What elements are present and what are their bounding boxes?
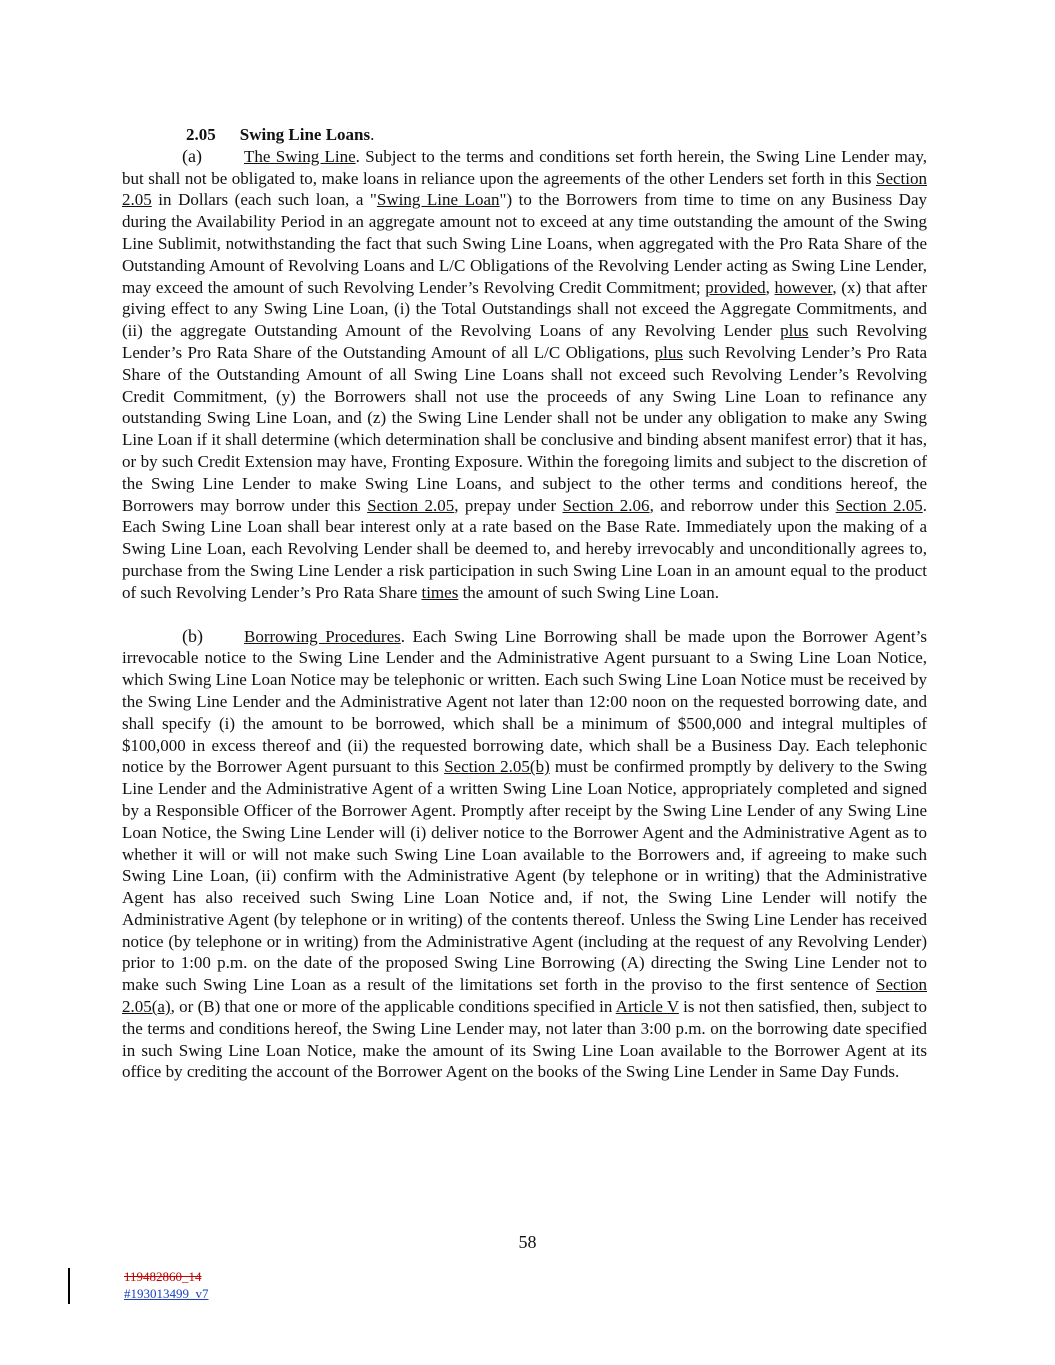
emphasis-term: times	[421, 582, 459, 602]
text-run: ") to the Borrowers from time to time on any Business Day during the Availability Period in an aggregate amount not to exceed at any time outstanding the amount of the Swing Line Sublimit, notwithstanding the fact that such Swing Line Loans, when aggregated with the Pro Rata Share of the Outstanding Amount of Revolving Loans and L/C Obligations of the Revolving Lender acting as Swing Line Lender, may exceed the amount of such Revolving Lender’s Revolving Credit Commitment;	[122, 190, 928, 297]
text-run: such Revolving Lender’s Pro Rata Share of the Outstanding Amount of all Swing Line Loans shall not exceed such Revolving Lender’s Revolving Credit Commitment, (y) the Borrowers shall not use the proceeds of any Swing Line Loan to refinance any outstanding Swing Line Loan, and (z) the Swing Line Lender shall not be under any obligation to make any Swing Line Loan if it shall determine (which determination shall be conclusive and binding absent manifest error) that it has, or by such Credit Extension may have, Fronting Exposure. Within the foregoing limits and subject to the discretion of the Swing Line Lender to make Swing Line Loans, and subject to the other terms and conditions hereof, the Borrowers may borrow under this	[122, 342, 927, 515]
paragraph-a	[122, 146, 927, 604]
section-heading	[186, 124, 927, 146]
text-run: , and reborrow under this	[649, 495, 836, 515]
paragraph-b-caption: Borrowing Procedures	[244, 626, 401, 646]
emphasis-term: provided	[705, 277, 766, 297]
paragraph-b	[122, 626, 927, 1084]
paragraph-gap	[122, 604, 927, 626]
text-run: in Dollars (each such loan, a "	[151, 190, 377, 210]
paragraph-a-caption: The Swing Line	[244, 146, 356, 166]
cross-reference: Article V	[615, 997, 679, 1017]
text-run: ,	[765, 277, 775, 297]
cross-reference: Section 2.06	[562, 495, 650, 515]
document-footer	[124, 1268, 209, 1302]
text-run: . Each Swing Line Borrowing shall be made upon the Borrower Agent’s irrevocable notice to the Swing Line Lender and the Administrative Agent pursuant to a Swing Line Loan Notice, which Swing Line Loan Notice may be telephonic or written. Each such Swing Line Loan Notice must be received by the Swing Line Lender and the Administrative Agent not later than 12:00 noon on the requested borrowing date, and shall specify (i) the amount to be borrowed, which shall be a minimum of $500,000 and integral multiples of $100,000 in excess thereof and (ii) the requested borrowing date, which shall be a Business Day. Each telephonic notice by the Borrower Agent pursuant to this	[122, 626, 927, 777]
paragraph-b-label: (b)	[182, 625, 203, 646]
section-title-punct: .	[370, 125, 375, 144]
text-run: must be confirmed promptly by delivery to the Swing Line Lender and the Administrative Agent of a written Swing Line Loan Notice, appropriately completed and signed by a Responsible Officer of the Borrower Agent. Promptly after receipt by the Swing Line Lender of any Swing Line Loan Notice, the Swing Line Lender will (i) deliver notice to the Borrower Agent and the Administrative Agent as to whether it will or will not make such Swing Line Loan available to the Borrowers and, if agreeing to make such Swing Line Loan, (ii) confirm with the Administrative Agent (by telephone or in writing) that the Administrative Agent has also received such Swing Line Loan Notice and, if not, the Swing Line Lender will notify the Administrative Agent (by telephone or in writing) of the contents thereof. Unless the Swing Line Lender has received notice (by telephone or in writing) from the Administrative Agent (including at the request of any Revolving Lender) prior to 1:00 p.m. on the date of the proposed Swing Line Borrowing (A) directing the Swing Line Lender not to make such Swing Line Loan as a result of the limitations set forth in the proviso to the first sentence of	[122, 757, 927, 995]
text-run: , prepay under	[454, 495, 563, 515]
document-body	[122, 124, 927, 1083]
cross-reference: Section 2.05(b)	[444, 757, 550, 777]
text-run: . Subject to the terms and conditions set forth herein, the Swing Line Lender may, but shall not be obligated to, make loans in reliance upon the agreements of the other Lenders set forth in this	[122, 146, 927, 188]
text-run: , or (B) that one or more of the applicable conditions specified in	[170, 997, 616, 1017]
cross-reference: Section 2.05	[835, 495, 923, 515]
cross-reference: Section 2.05	[122, 168, 927, 210]
text-run: is not then satisfied, then, subject to the terms and conditions hereof, the Swing Line Lender may, not later than 3:00 p.m. on the borrowing date specified in such Swing Line Loan Notice, make the amount of its Swing Line Loan available to the Borrower Agent at its office by crediting the account of the Borrower Agent on the books of the Swing Line Lender in Same Day Funds.	[122, 997, 927, 1082]
defined-term: Swing Line Loan	[376, 190, 500, 210]
emphasis-term: however	[774, 277, 833, 297]
paragraph-a-label: (a)	[182, 145, 202, 166]
text-run: such Revolving Lender’s Pro Rata Share of the Outstanding Amount of all L/C Obligations,	[122, 321, 927, 362]
deleted-doc-id: 119482860_14	[124, 1269, 202, 1284]
cross-reference: Section 2.05(a)	[122, 975, 927, 1017]
inserted-doc-id: #193013499_v7	[124, 1286, 209, 1301]
text-run: . Each Swing Line Loan shall bear interest only at a rate based on the Base Rate. Immediately upon the making of a Swing Line Loan, each Revolving Lender shall be deemed to, and hereby irrevocably and unconditionally agrees to, purchase from the Swing Line Lender a risk participation in such Swing Line Loan in an amount equal to the product of such Revolving Lender’s Pro Rata Share	[122, 495, 927, 602]
page-number: 58	[518, 1232, 537, 1252]
cross-reference: Section 2.05	[367, 495, 455, 515]
change-bar	[68, 1268, 70, 1304]
text-run: the amount of such Swing Line Loan.	[458, 582, 719, 602]
emphasis-term: plus	[780, 321, 809, 341]
text-run: , (x) that after giving effect to any Swing Line Loan, (i) the Total Outstandings shall not exceed the Aggregate Commitments, and (ii) the aggregate Outstanding Amount of the Revolving Loans of any Revolving Lender	[122, 277, 928, 341]
emphasis-term: plus	[654, 342, 684, 362]
section-number: 2.05	[186, 125, 216, 144]
section-title: Swing Line Loans	[239, 125, 371, 144]
